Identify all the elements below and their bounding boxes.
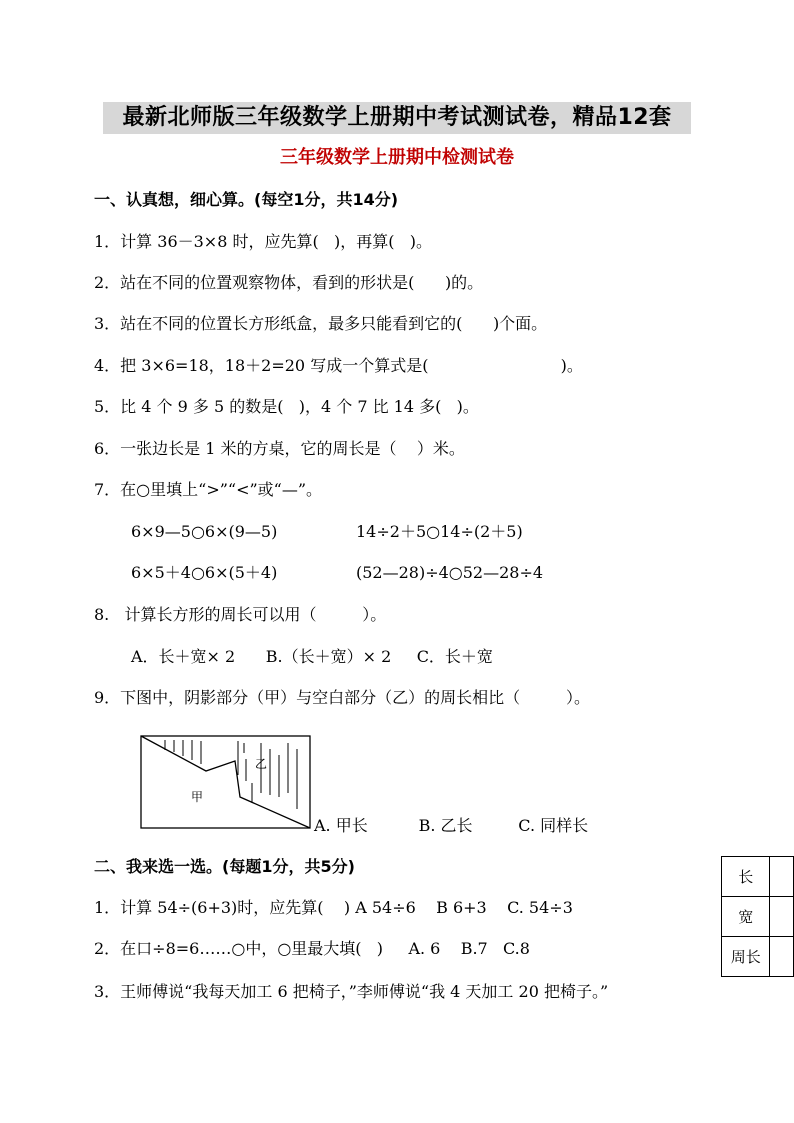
question-1-9-options: A. 甲长 B. 乙长 C. 同样长 <box>314 816 589 835</box>
question-1-2: 2．站在不同的位置观察物体，看到的形状是( )的。 <box>94 273 484 292</box>
section-2-heading: 二、我来选一选。(每题1分，共5分) <box>94 857 355 876</box>
question-1-7-item-a: 6×9—5○6×(9—5) <box>131 522 278 541</box>
question-1-7-item-b: 14÷2＋5○14÷(2＋5) <box>356 522 523 541</box>
figure-dividing-line <box>141 736 310 828</box>
table-cell-empty <box>770 857 794 897</box>
table-row <box>722 857 794 897</box>
question-1-9: 9．下图中，阴影部分（甲）与空白部分（乙）的周长相比（ ）。 <box>94 688 590 707</box>
question-1-8: 8. 计算长方形的周长可以用（ ）。 <box>94 605 387 624</box>
figure-label-yi: 乙 <box>255 757 268 771</box>
table-cell-perimeter: 周长 <box>722 937 770 977</box>
question-2-2: 2．在口÷8=6……○中，○里最大填( ) A. 6 B.7 C.8 <box>94 939 530 958</box>
question-1-1: 1．计算 36－3×8 时，应先算( )，再算( )。 <box>94 232 432 251</box>
question-2-3: 3．王师傅说“我每天加工 6 把椅子，”李师傅说“我 4 天加工 20 把椅子。” <box>94 982 609 1001</box>
question-1-3: 3．站在不同的位置长方形纸盒，最多只能看到它的( )个面。 <box>94 314 548 333</box>
table-cell-empty <box>770 897 794 937</box>
question-1-4: 4．把 3×6=18，18＋2=20 写成一个算式是( )。 <box>94 356 583 375</box>
question-2-1: 1．计算 54÷(6+3)时，应先算( ) A 54÷6 B 6+3 C. 54÷3 <box>94 898 573 917</box>
table-cell-width: 宽 <box>722 897 770 937</box>
question-1-7-item-c: 6×5＋4○6×(5＋4) <box>131 563 278 582</box>
rectangle-dimension-table <box>721 856 794 977</box>
question-1-6: 6．一张边长是 1 米的方桌，它的周长是（ ）米。 <box>94 439 465 458</box>
question-1-7: 7．在○里填上“>”“<”或“—”。 <box>94 480 323 499</box>
question-1-8-options: A．长＋宽× 2 B.（长＋宽）× 2 C．长＋宽 <box>131 647 493 666</box>
table-cell-length: 长 <box>722 857 770 897</box>
table-row <box>722 897 794 937</box>
document-title: 最新北师版三年级数学上册期中考试测试卷，精品12套 <box>103 102 691 134</box>
table-row <box>722 937 794 977</box>
figure-label-jia: 甲 <box>191 790 204 804</box>
question-1-7-item-d: (52—28)÷4○52—28÷4 <box>356 563 544 582</box>
question-1-5: 5．比 4 个 9 多 5 的数是( )，4 个 7 比 14 多( )。 <box>94 397 479 416</box>
section-1-heading: 一、认真想，细心算。(每空1分，共14分) <box>94 190 399 209</box>
exam-subtitle: 三年级数学上册期中检测试卷 <box>280 147 514 168</box>
figure-hatching <box>165 740 297 809</box>
shaded-rectangle-figure <box>140 735 312 830</box>
table-cell-empty <box>770 937 794 977</box>
